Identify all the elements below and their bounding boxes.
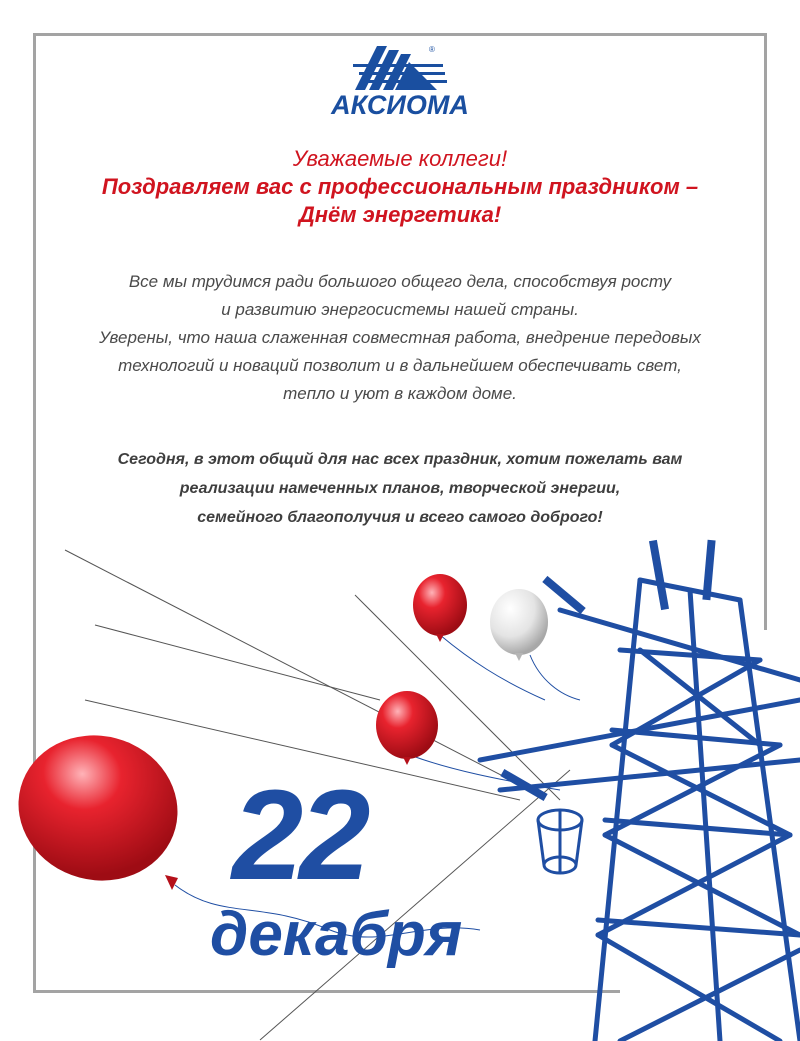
balloon-red-large: [2, 718, 194, 899]
date-month: декабря: [210, 900, 463, 969]
wish-line: семейного благополучия и всего самого доброго!: [197, 509, 603, 526]
body-line: технологий и новаций позволит и в дальнейшем обеспечивать свет,: [118, 356, 682, 375]
body-line: и развитию энергосистемы нашей страны.: [221, 300, 579, 319]
greeting: [0, 145, 800, 229]
logo-text: АКСИОМА: [331, 90, 469, 120]
wish-paragraph: [0, 445, 800, 532]
body-line: Все мы трудимся ради большого общего дела, способствуя росту: [128, 272, 672, 291]
greeting-line-3: Днём энергетика!: [298, 202, 502, 227]
wish-line: Сегодня, в этот общий для нас всех праздник, хотим пожелать вам: [117, 451, 683, 468]
greeting-line-2: Поздравляем вас с профессиональным праздником –: [101, 174, 699, 199]
logo: [325, 40, 475, 120]
registered-mark: ®: [429, 45, 435, 54]
body-line: Уверены, что наша слаженная совместная работа, внедрение передовых: [99, 328, 701, 347]
balloon-white: [490, 589, 548, 661]
wish-line: реализации намеченных планов, творческой энергии,: [179, 480, 621, 497]
body-line: тепло и уют в каждом доме.: [283, 384, 517, 403]
date-day: 22: [232, 764, 367, 907]
logo-mark-icon: [325, 40, 475, 95]
balloon-red-small-1: [413, 574, 467, 642]
balloon-red-small-2: [376, 691, 438, 765]
body-paragraph: [0, 268, 800, 408]
tower-basket: [538, 810, 582, 873]
greeting-line-1: Уважаемые коллеги!: [292, 146, 508, 171]
